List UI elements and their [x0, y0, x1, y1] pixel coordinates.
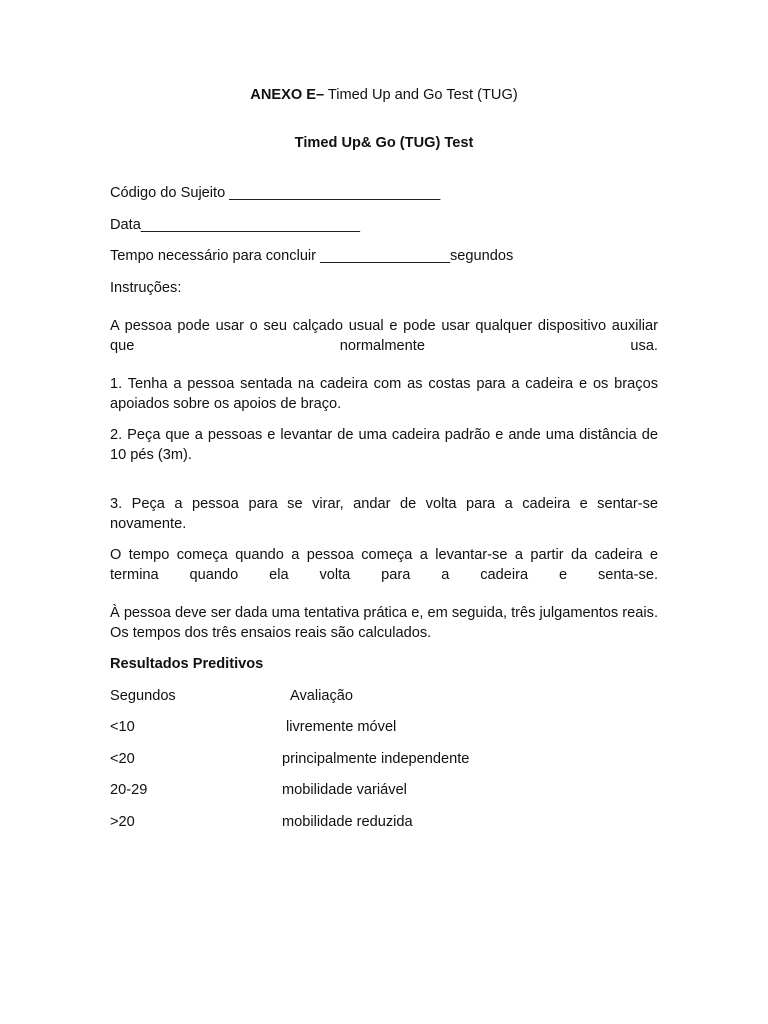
date-field: Data___________________________ — [110, 217, 360, 233]
results-row-evaluation: mobilidade reduzida — [282, 814, 413, 830]
results-row-seconds: 20-29 — [110, 782, 148, 798]
subject-code-field: Código do Sujeito __________________________ — [110, 185, 441, 201]
annex-title: Timed Up and Go Test (TUG) — [324, 87, 518, 103]
document-title: Timed Up& Go (TUG) Test — [294, 135, 474, 151]
results-row-seconds: <20 — [110, 751, 135, 767]
results-row-evaluation: livremente móvel — [286, 719, 397, 735]
results-row-evaluation: principalmente independente — [282, 751, 470, 767]
paragraph-step-2: 2. Peça que a pessoas e levantar de uma cadeira padrão e ande uma distância de 10 pés (3m). — [110, 427, 658, 463]
results-col-seconds: Segundos — [110, 688, 176, 704]
paragraph-step-3: 3. Peça a pessoa para se virar, andar de volta para a cadeira e sentar-se novamente. — [110, 496, 658, 532]
annex-heading — [0, 86, 768, 105]
results-row-evaluation: mobilidade variável — [282, 782, 407, 798]
paragraph-step-1: 1. Tenha a pessoa sentada na cadeira com as costas para a cadeira e os braços apoiados sobre os apoios de braço. — [110, 376, 658, 412]
instructions-label: Instruções: — [110, 280, 182, 296]
paragraph-trials: À pessoa deve ser dada uma tentativa prática e, em seguida, três julgamentos reais. Os tempos dos três ensaios reais são calculados. — [110, 605, 658, 641]
time-field: Tempo necessário para concluir ________________segundos — [110, 248, 514, 264]
results-row-seconds: <10 — [110, 719, 135, 735]
results-col-evaluation: Avaliação — [290, 688, 354, 704]
paragraph-timing: O tempo começa quando a pessoa começa a levantar-se a partir da cadeira e termina quando ela volta para a cadeira e senta-se. — [110, 547, 658, 583]
paragraph-footwear: A pessoa pode usar o seu calçado usual e pode usar qualquer dispositivo auxiliar que normalmente usa. — [110, 318, 658, 354]
annex-label: ANEXO E– — [250, 87, 325, 103]
results-heading: Resultados Preditivos — [110, 656, 264, 672]
results-row-seconds: >20 — [110, 814, 135, 830]
